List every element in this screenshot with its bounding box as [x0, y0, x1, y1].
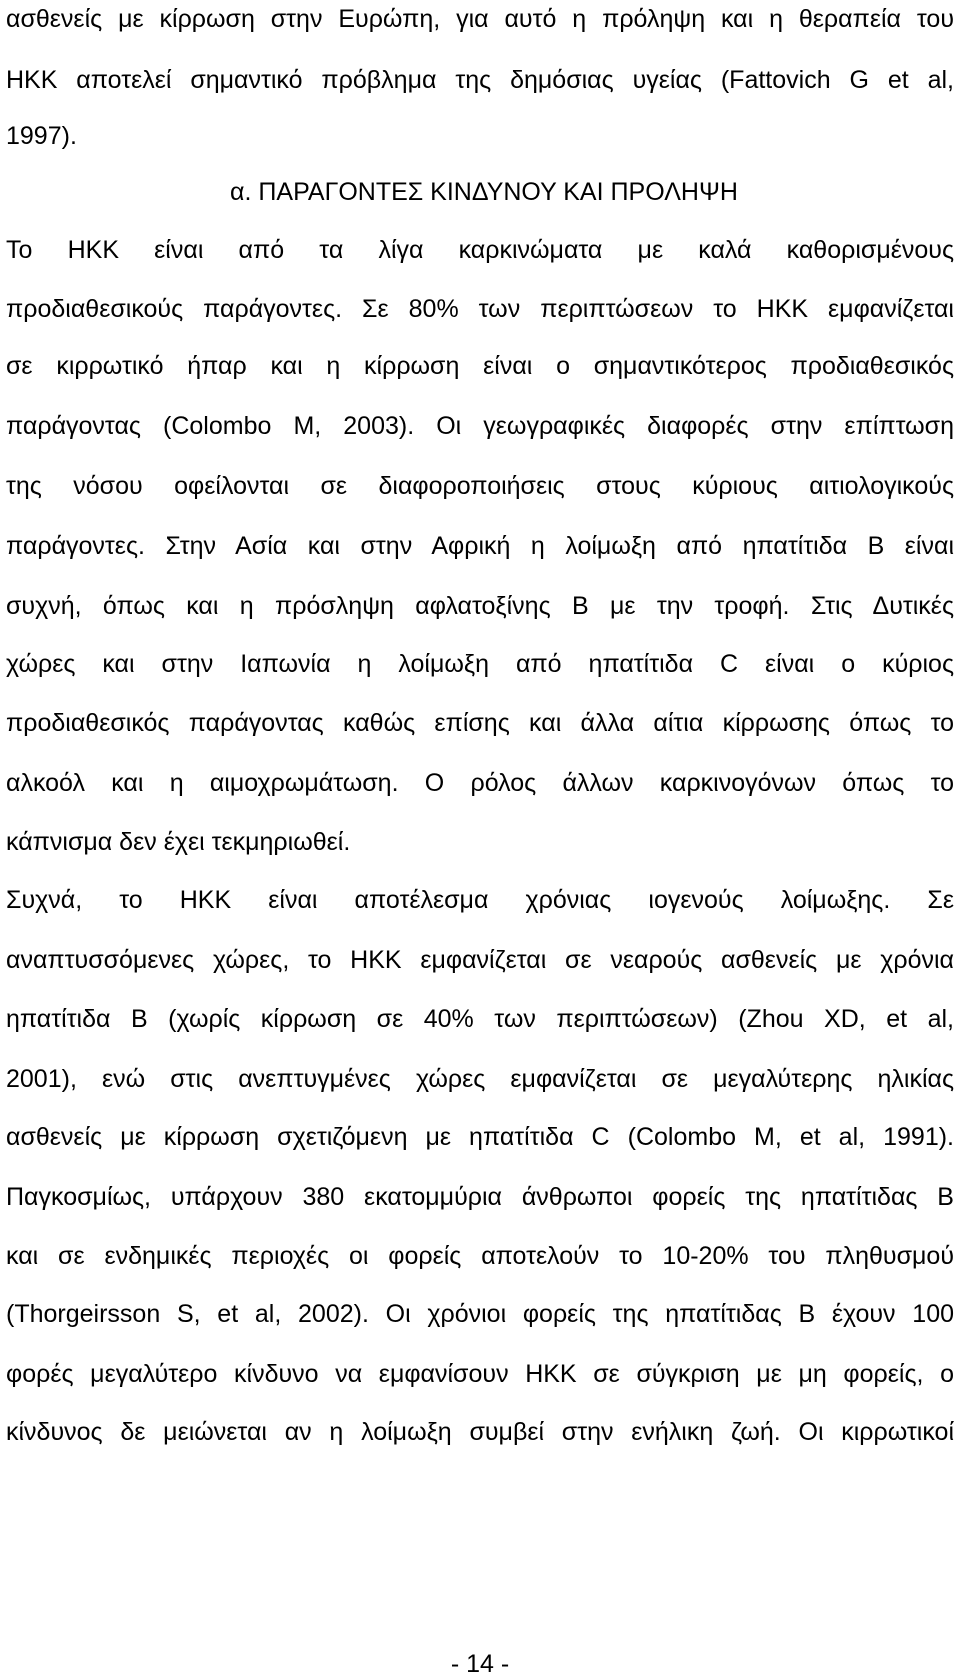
text-line: Συχνά, το ΗΚΚ είναι αποτέλεσμα χρόνιας ιογενούς λοίμωξης. Σε [6, 886, 954, 914]
text-line: κίνδυνος δε μειώνεται αν η λοίμωξη συμβεί στην ενήλικη ζωή. Οι κιρρωτικοί [6, 1418, 954, 1446]
text-line: συχνή, όπως και η πρόσληψη αφλατοξίνης Β με την τροφή. Στις Δυτικές [6, 592, 954, 620]
text-line: παράγοντες. Στην Ασία και στην Αφρική η λοίμωξη από ηπατίτιδα Β είναι [6, 532, 954, 560]
text-line: Παγκοσμίως, υπάρχουν 380 εκατομμύρια άνθρωποι φορείς της ηπατίτιδας Β [6, 1183, 954, 1211]
text-line: 2001), ενώ στις ανεπτυγμένες χώρες εμφανίζεται σε μεγαλύτερης ηλικίας [6, 1065, 954, 1093]
section-heading: α. ΠΑΡΑΓΟΝΤΕΣ ΚΙΝΔΥΝΟΥ ΚΑΙ ΠΡΟΛΗΨΗ [230, 178, 738, 206]
text-line: ηπατίτιδα Β (χωρίς κίρρωση σε 40% των περιπτώσεων) (Zhou XD, et al, [6, 1005, 954, 1033]
text-line: χώρες και στην Ιαπωνία η λοίμωξη από ηπατίτιδα C είναι ο κύριος [6, 650, 954, 678]
document-page [6, 0, 954, 1678]
text-line: παράγοντας (Colombo M, 2003). Οι γεωγραφικές διαφορές στην επίπτωση [6, 412, 954, 440]
text-line: φορές μεγαλύτερο κίνδυνο να εμφανίσουν ΗΚΚ σε σύγκριση με μη φορείς, ο [6, 1360, 954, 1388]
text-line: και σε ενδημικές περιοχές οι φορείς αποτελούν το 10-20% του πληθυσμού [6, 1242, 954, 1270]
text-line: αλκοόλ και η αιμοχρωμάτωση. Ο ρόλος άλλων καρκινογόνων όπως το [6, 769, 954, 797]
text-line: αναπτυσσόμενες χώρες, το ΗΚΚ εμφανίζεται σε νεαρούς ασθενείς με χρόνια [6, 946, 954, 974]
text-line: ΗΚΚ αποτελεί σημαντικό πρόβλημα της δημόσιας υγείας (Fattovich G et al, [6, 66, 954, 94]
text-line: της νόσου οφείλονται σε διαφοροποιήσεις στους κύριους αιτιολογικούς [6, 472, 954, 500]
text-line: (Thorgeirsson S, et al, 2002). Οι χρόνιοι φορείς της ηπατίτιδας Β έχουν 100 [6, 1300, 954, 1328]
text-line: κάπνισμα δεν έχει τεκμηριωθεί. [6, 828, 351, 856]
text-line: σε κιρρωτικό ήπαρ και η κίρρωση είναι ο σημαντικότερος προδιαθεσικός [6, 352, 954, 380]
text-line: Το ΗΚΚ είναι από τα λίγα καρκινώματα με καλά καθορισμένους [6, 236, 954, 264]
text-line: ασθενείς με κίρρωση σχετιζόμενη με ηπατίτιδα C (Colombo M, et al, 1991). [6, 1123, 954, 1151]
text-line: προδιαθεσικός παράγοντας καθώς επίσης και άλλα αίτια κίρρωσης όπως το [6, 709, 954, 737]
page-number: - 14 - [450, 1650, 510, 1678]
text-line: ασθενείς με κίρρωση στην Ευρώπη, για αυτό η πρόληψη και η θεραπεία του [6, 5, 954, 33]
text-line: 1997). [6, 122, 77, 150]
text-line: προδιαθεσικούς παράγοντες. Σε 80% των περιπτώσεων το ΗΚΚ εμφανίζεται [6, 295, 954, 323]
